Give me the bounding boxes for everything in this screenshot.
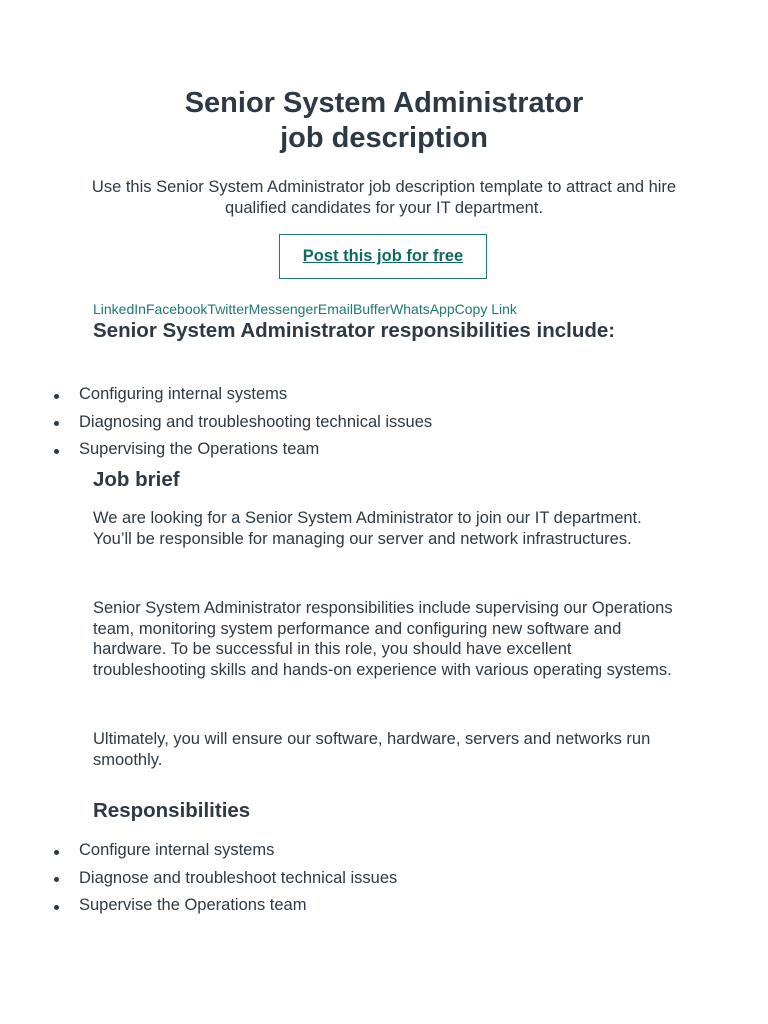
post-job-button[interactable]: Post this job for free: [279, 234, 487, 279]
bullet-icon: [54, 850, 59, 855]
bullet-icon: [54, 421, 59, 426]
list-item: [0, 837, 397, 865]
list-item-text: Supervise the Operations team: [79, 896, 307, 914]
intro-text: Use this Senior System Administrator job description template to attract and hire qualified candidates for your IT department.: [91, 178, 677, 217]
list-item: [0, 409, 432, 437]
share-twitter-link[interactable]: Twitter: [207, 301, 249, 317]
bullet-icon: [54, 905, 59, 910]
page-title-line2: job description: [280, 122, 488, 154]
bullet-icon: [54, 877, 59, 882]
list-item-text: Configure internal systems: [79, 841, 275, 859]
job-brief-heading: Job brief: [93, 468, 180, 491]
list-item-text: Diagnosing and troubleshooting technical issues: [79, 412, 433, 431]
share-whatsapp-link[interactable]: WhatsApp: [390, 301, 455, 317]
list-item: [0, 436, 432, 464]
summary-list: [0, 381, 432, 464]
page-title-line1: Senior System Administrator: [184, 87, 584, 119]
job-brief-paragraph-2: Senior System Administrator responsibilities include supervising our Operations team, monitoring system performance and configuring new software and hardware. To be successful in this role, you should have excellent troubleshooting skills and hands-on experience with various operating systems.: [93, 599, 673, 679]
responsibilities-list: [0, 837, 397, 920]
page-title: [0, 86, 768, 156]
share-facebook-link[interactable]: Facebook: [145, 301, 208, 317]
job-brief-paragraph-3: Ultimately, you will ensure our software, hardware, servers and networks run smoothly.: [93, 730, 651, 769]
share-messenger-link[interactable]: Messenger: [248, 301, 318, 317]
list-item: [0, 892, 397, 920]
list-item-text: Supervising the Operations team: [79, 440, 320, 458]
responsibilities-heading: Responsibilities: [93, 799, 251, 822]
share-linkedin-link[interactable]: LinkedIn: [93, 301, 146, 317]
bullet-icon: [54, 394, 59, 399]
share-buffer-link[interactable]: Buffer: [352, 301, 391, 317]
summary-heading: Senior System Administrator responsibilities include:: [93, 319, 616, 342]
share-copy-link[interactable]: Copy Link: [454, 301, 517, 317]
list-item-text: Configuring internal systems: [79, 385, 288, 403]
list-item: [0, 865, 397, 893]
share-links: [93, 300, 517, 318]
list-item: [0, 381, 432, 409]
job-brief-paragraph-1: We are looking for a Senior System Administrator to join our IT department. You’ll be responsible for managing our server and network infrastructures.: [93, 509, 642, 548]
share-email-link[interactable]: Email: [317, 301, 353, 317]
bullet-icon: [54, 449, 59, 454]
list-item-text: Diagnose and troubleshoot technical issues: [79, 868, 398, 887]
